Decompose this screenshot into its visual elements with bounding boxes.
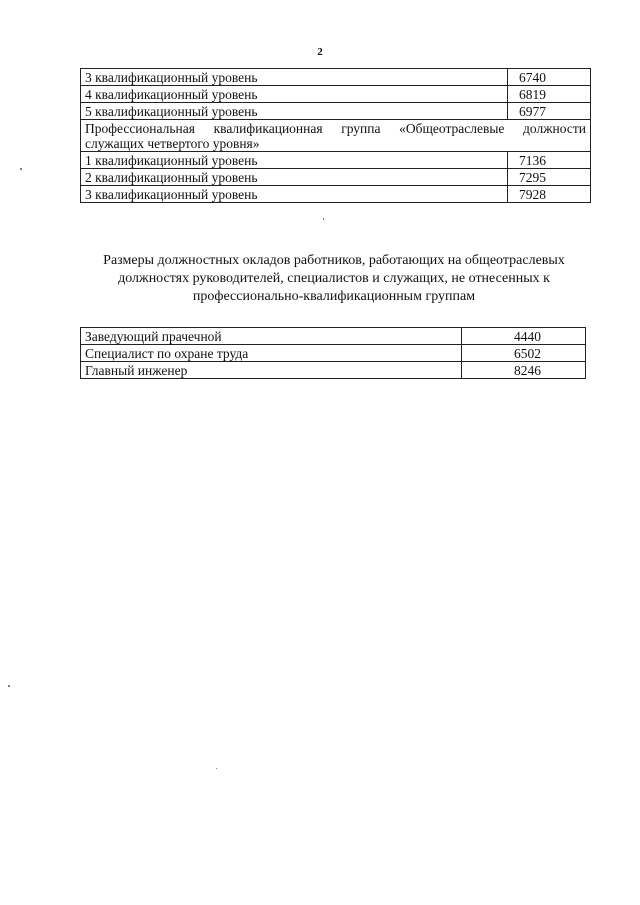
- section-heading: [70, 252, 598, 306]
- scan-speck: [20, 168, 22, 170]
- level-name-cell: 3 квалификационный уровень: [81, 69, 508, 86]
- scan-speck: [8, 685, 10, 687]
- page-number: 2: [317, 46, 323, 58]
- section-heading-line: должностях руководителей, специалистов и служащих, не отнесенных к: [118, 271, 550, 286]
- level-name-cell: 2 квалификационный уровень: [81, 169, 508, 186]
- salary-value-cell: 6819: [508, 86, 591, 103]
- table-row: [81, 169, 591, 186]
- salary-value-cell: 8246: [462, 362, 586, 379]
- table-row: [81, 362, 586, 379]
- salary-value-cell: 7295: [508, 169, 591, 186]
- salary-value-cell: 6502: [462, 345, 586, 362]
- salary-value-cell: 6977: [508, 103, 591, 120]
- salary-value-cell: 6740: [508, 69, 591, 86]
- section-heading-line: профессионально-квалификационным группам: [192, 289, 476, 304]
- table-row: [81, 69, 591, 86]
- scan-speck: [216, 768, 217, 769]
- level-name-cell: 5 квалификационный уровень: [81, 103, 508, 120]
- salary-value-cell: 4440: [462, 328, 586, 345]
- position-name-cell: Специалист по охране труда: [81, 345, 462, 362]
- qualification-group-heading: Профессиональная квалификационная группа «Общеотраслевые должности служащих четвертого уровня»: [81, 120, 591, 152]
- salary-table-positions: [80, 327, 586, 379]
- table-row: [81, 345, 586, 362]
- level-name-cell: 4 квалификационный уровень: [81, 86, 508, 103]
- salary-value-cell: 7928: [508, 186, 591, 203]
- table-row: [81, 186, 591, 203]
- table-row: [81, 103, 591, 120]
- position-name-cell: Главный инженер: [81, 362, 462, 379]
- position-name-cell: Заведующий прачечной: [81, 328, 462, 345]
- level-name-cell: 1 квалификационный уровень: [81, 152, 508, 169]
- table-row: [81, 86, 591, 103]
- salary-value-cell: 7136: [508, 152, 591, 169]
- table-row: [81, 328, 586, 345]
- table-row-group-header: [81, 120, 591, 152]
- scan-speck: [323, 218, 324, 220]
- table-row: [81, 152, 591, 169]
- level-name-cell: 3 квалификационный уровень: [81, 186, 508, 203]
- section-heading-line: Размеры должностных окладов работников, работающих на общеотраслевых: [103, 253, 565, 268]
- salary-table-levels: [80, 68, 591, 203]
